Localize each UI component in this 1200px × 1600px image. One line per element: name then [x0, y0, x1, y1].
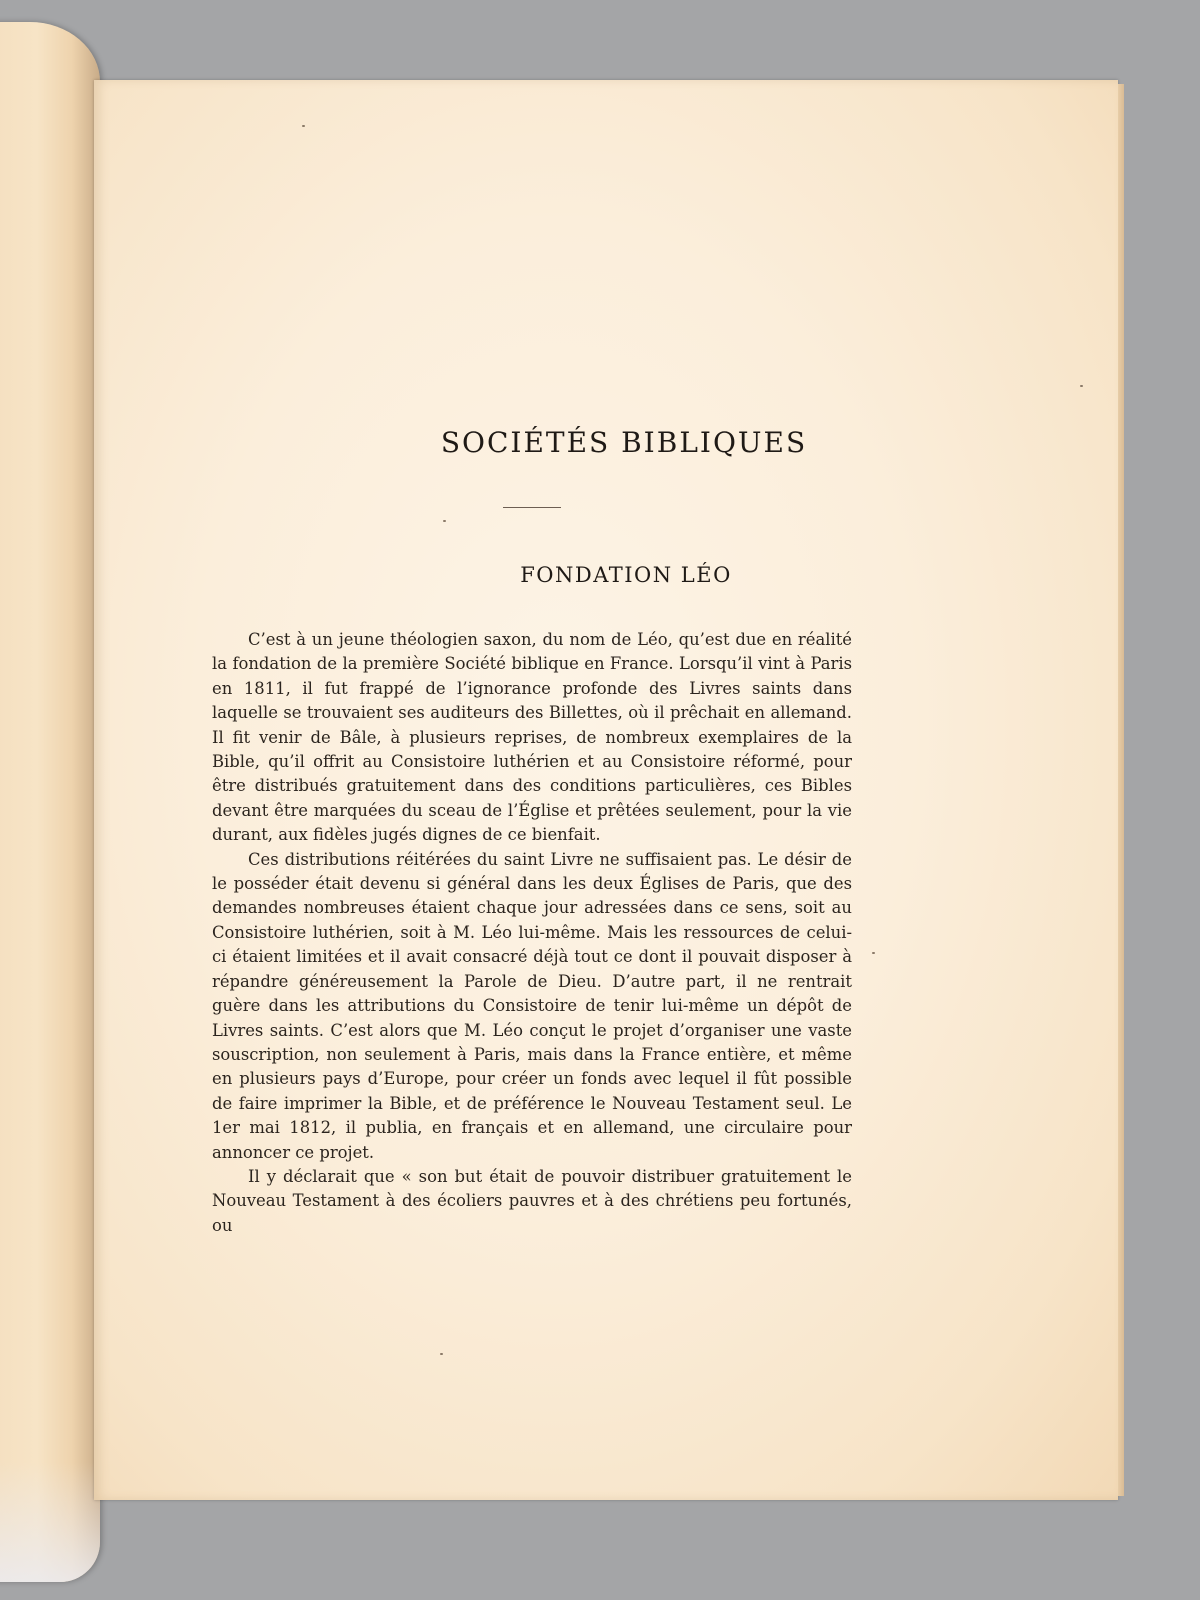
paper-speck [1080, 385, 1083, 387]
page-title: SOCIÉTÉS BIBLIQUES [440, 426, 808, 459]
paragraph-2: Ces distributions réitérées du saint Livre ne suffisaient pas. Le désir de le posséder était devenu si général dans les deux Églises de Paris, que des demandes nombreuses étaient chaque jour adressées dans ce sens, soit au Consistoire luthérien, soit à M. Léo lui-même. Mais les ressources de celui-ci étaient limitées et il avait consacré déjà tout ce dont il pouvait disposer à répandre généreusement la Parole de Dieu. D’autre part, il ne rentrait guère dans les attributions du Consistoire de tenir lui-même un dépôt de Livres saints. C’est alors que M. Léo conçut le projet d’organiser une vaste souscription, non seulement à Paris, mais dans la France entière, et même en plusieurs pays d’Europe, pour créer un fonds avec lequel il fût possible de faire imprimer la Bible, et de préférence le Nouveau Testament seul. Le 1er mai 1812, il publia, en français et en allemand, une circulaire pour annoncer ce projet. [212, 849, 852, 1162]
paper-speck [443, 520, 446, 522]
section-title: FONDATION LÉO [520, 563, 732, 587]
body-text [212, 628, 852, 1238]
paper-speck [440, 1353, 443, 1355]
title-divider [503, 507, 561, 508]
facing-page-curl [0, 22, 100, 1582]
book-page [94, 80, 1118, 1500]
paragraph-3: Il y déclarait que « son but était de pouvoir distribuer gratuitement le Nouveau Testament à des écoliers pauvres et à des chrétiens peu fortunés, ou [212, 1166, 852, 1235]
paragraph-1: C’est à un jeune théologien saxon, du nom de Léo, qu’est due en réalité la fondation de la première Société biblique en France. Lorsqu’il vint à Paris en 1811, il fut frappé de l’ignorance profonde des Livres saints dans laquelle se trouvaient ses auditeurs des Billettes, où il prêchait en allemand. Il fit venir de Bâle, à plusieurs reprises, de nombreux exemplaires de la Bible, qu’il offrit au Consistoire luthérien et au Consistoire réformé, pour être distribués gratuitement dans des conditions particulières, ces Bibles devant être marquées du sceau de l’Église et prêtées seulement, pour la vie durant, aux fidèles jugés dignes de ce bienfait. [212, 630, 852, 845]
paper-speck [872, 952, 875, 954]
paper-speck [302, 125, 305, 127]
page-edge [1118, 84, 1124, 1496]
